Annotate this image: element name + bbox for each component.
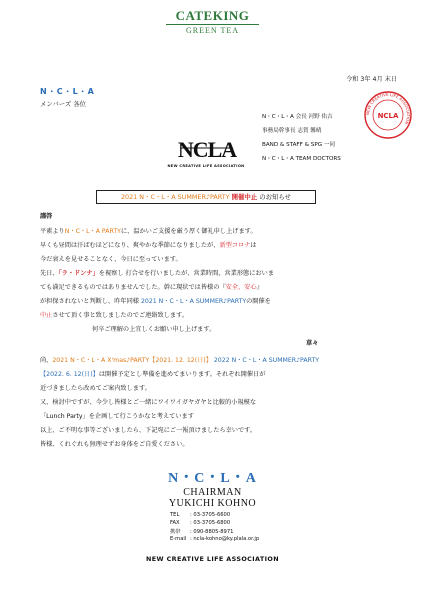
title-suffix: のお知らせ <box>259 193 291 201</box>
brand-subtitle: GREEN TEA <box>166 24 259 36</box>
contact-mobile: 携帯 : 090-8805-8971 <box>170 529 234 535</box>
ncla-logo <box>175 136 239 162</box>
recipient-org: N・C・L・A <box>40 87 95 96</box>
stamp-ring-text: NEW CREATIVE LIFE ASSOCIATION <box>364 91 412 126</box>
title-status: 開催中止 <box>231 193 258 201</box>
letter-line-3: 今だ衰えを見せることなく、今日に至っています。 <box>40 256 182 263</box>
svg-text:NEW CREATIVE LIFE ASSOCIATION <box>365 92 411 125</box>
sender-line-1: N・C・L・A 会長 河野 佑吉 <box>262 114 333 120</box>
notice-line-6: 以上、ご不明な事等ございましたら、下記宛にご一報頂けましたら幸いです。 <box>40 427 257 434</box>
logo-subtitle: NEW CREATIVE LIFE ASSOCIATION <box>167 164 245 168</box>
notice-line-2: 【2022. 6. 12(日)】は開催予定とし準備を進めてまいります。それぞれ開催日が <box>40 371 266 378</box>
greeting: 謹啓 <box>40 213 53 220</box>
notice-line-7: 皆様、くれぐれも無理せずお身体をご自愛ください。 <box>40 441 189 448</box>
letter-line-8: 何卒ご理解の上宜しくお願い申し上げます。 <box>92 326 216 333</box>
letter-date: 令和 3年 4月 末日 <box>346 76 397 83</box>
contact-tel: TEL : 03-3705-6600 <box>170 512 231 518</box>
letter-line-2: 早くも昼間は汗ばむほどになり、爽やかな季節になりましたが、新型コロナは <box>40 242 257 249</box>
brand-header <box>150 8 275 36</box>
notice-line-4: 又、検討中ですが、今少し皆様とご一緒にワイワイガヤガヤと比較的小規模な <box>40 399 257 406</box>
letter-line-5: ても満足できるものではありませんでした。幹に現状では皆様の『安全、安心』 <box>40 284 263 291</box>
signature-name: YUKICHI KOHNO <box>168 498 257 509</box>
letter-line-7: 中止させて頂く事と致しましたのでご連絡致します。 <box>40 312 189 319</box>
sender-line-3: BAND & STAFF & SPG 一同 <box>262 142 336 148</box>
footer-org-name: NEW CREATIVE LIFE ASSOCIATION <box>145 555 280 563</box>
recipient: メンバーズ 各位 <box>40 100 86 108</box>
notice-line-3: 近づきましたら改めてご案内致します。 <box>40 385 151 392</box>
letter-line-6: が担保されないと判断し、昨年同様 2021 N・C・L・A SUMMER♪PARTYの開催を <box>40 298 271 305</box>
logo-text: NCLA <box>177 137 237 162</box>
signature-title-block <box>140 487 285 509</box>
signature-title: CHAIRMAN <box>183 487 242 498</box>
brand-name: CATEKING <box>175 8 250 23</box>
notice-title <box>96 190 316 204</box>
association-stamp <box>363 90 413 140</box>
letter-line-4: 先日、「ラ・ドンナ」を視察し 打合せを行いましたが、営業時間、営業形態においま <box>40 270 274 277</box>
notice-line-5: 「Lunch Party」を企画して行こうかなと考えています <box>40 413 194 420</box>
contact-fax: FAX : 03-3705-6800 <box>170 520 231 526</box>
sender-line-2: 事務局幹事長 志賀 馨晴 <box>262 128 322 134</box>
sender-line-4: N・C・L・A TEAM DOCTORS <box>262 156 341 162</box>
contact-email[interactable]: E-mail : ncla-kohno@ky.plala.or.jp <box>170 536 260 542</box>
notice-line-1: 尚、2021 N・C・L・A X'mas♪PARTY【2021. 12. 12(日)】 2022 N・C・L・A SUMMER♪PARTY <box>40 357 320 364</box>
letter-line-1: 平素よりN・C・L・A PARTYに、温かいご支援を厳う厚く御礼申し上げます。 <box>40 228 257 235</box>
stamp-center-text: NCLA <box>377 112 399 120</box>
title-event: 2021 N・C・L・A SUMMER♪PARTY <box>120 193 230 201</box>
closing: 草々 <box>306 340 319 347</box>
signature-org: N・C・L・A <box>168 471 257 486</box>
